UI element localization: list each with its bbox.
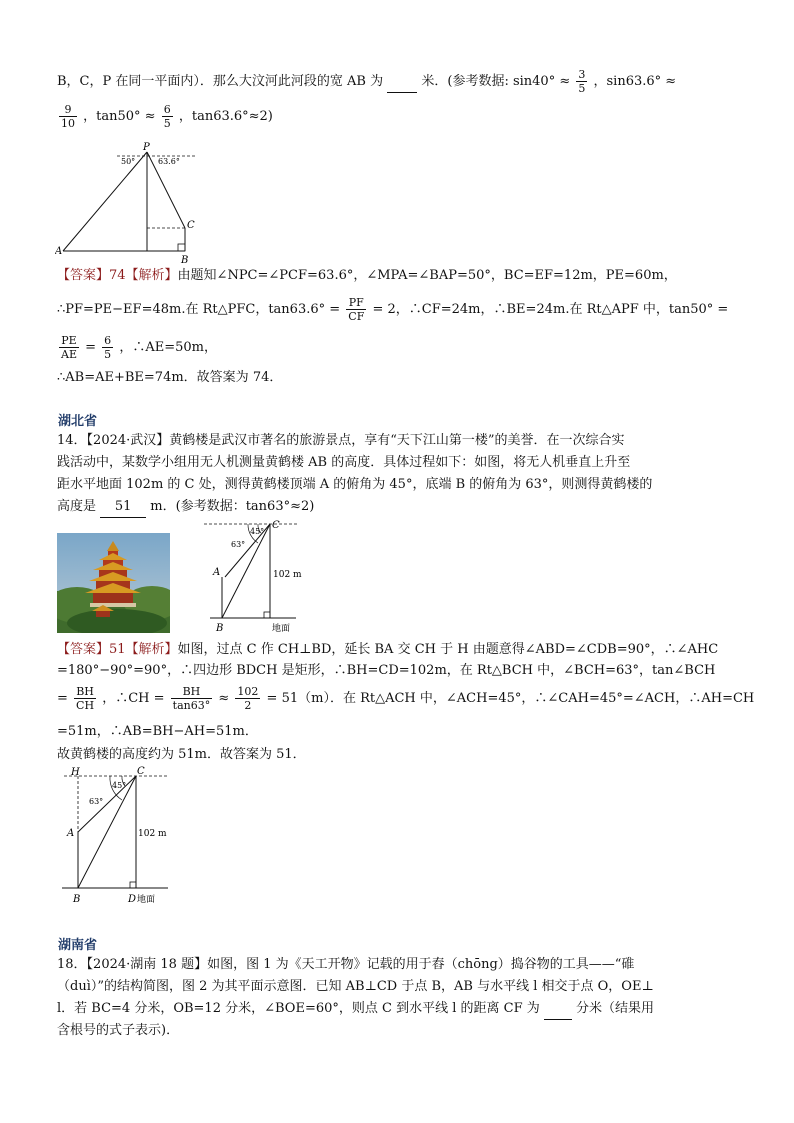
q13-text-d: ，tan50° ≈ <box>83 109 156 124</box>
q14-figure <box>200 519 305 637</box>
q18-text-line4: 含根号的式子表示)． <box>57 1023 180 1038</box>
q14-text-line2: 践活动中，某数学小组用无人机测量黄鹤楼 AB 的高度．具体过程如下：如图，将无人机垂直上升至 <box>57 455 631 470</box>
six-fifths-fraction: $\frac{6}{5}$ <box>104 334 112 361</box>
q14-text-4a: 高度是 <box>57 499 97 514</box>
q14-solution-line2: =180°−90°=90°，∴四边形 BDCH 是矩形，∴BH=CD=102m，在 Rt△BCH 中，∠BCH=63°，tan∠BCH <box>57 663 716 678</box>
q14-solution-line3 <box>57 685 755 712</box>
q14-solution-line5: 故黄鹤楼的高度约为 51m．故答案为 51． <box>57 747 306 762</box>
q13-answer-tag: 【答案】74【解析】 <box>57 268 178 283</box>
sin40-fraction: $\frac{3}{5}$ <box>578 68 586 95</box>
q14-answer-tag: 【答案】51【解析】 <box>57 642 178 657</box>
q13-solution-line2 <box>57 296 734 323</box>
q14-solution-line4: =51m，∴AB=BH−AH=51m． <box>57 724 258 739</box>
label-angle636: 63.6° <box>158 157 180 166</box>
section-heading-hubei: 湖北省 <box>58 414 98 429</box>
approx-sign: ≈ <box>218 691 230 706</box>
q13-solution-2a: ∴PF=PE−EF=48m.在 Rt△PFC，tan63.6° = <box>57 302 341 317</box>
label-ground: 地面 <box>272 624 291 634</box>
q13-solution-line3 <box>57 334 734 361</box>
q14-solution-3a: ，∴CH = <box>102 691 165 706</box>
q14-text-4b: m．(参考数据：tan63°≈2) <box>150 499 315 514</box>
label-B: B <box>181 255 189 265</box>
label-C: C <box>187 220 195 231</box>
label-P: P <box>143 142 150 153</box>
q14-text-line1: 14．【2024·武汉】黄鹤楼是武汉市著名的旅游景点，享有“天下江山第一楼”的美誉．在一次综合实 <box>57 433 625 448</box>
q13-solution-line4: ∴AB=AE+BE=74m．故答案为 74． <box>57 370 283 385</box>
q18-text-line1: 18．【2024·湖南 18 题】如图，图 1 为《天工开物》记载的用于舂（chōng）捣谷物的工具——“碓 <box>57 957 635 972</box>
q13-text-a: B，C，P 在同一平面内）．那么大汶河此河段的宽 AB 为 <box>57 74 384 89</box>
label-B: B <box>73 894 81 905</box>
pf-cf-fraction: $\frac{PF}{CF}$ <box>348 296 365 323</box>
bh-tan63-fraction: $\frac{BH}{\tan 63^\circ}$ <box>172 685 211 712</box>
tan50-fraction: $\frac{6}{5}$ <box>163 103 171 130</box>
q14-solution-1: 如图，过点 C 作 CH⊥BD，延长 BA 交 CH 于 H 由题意得∠ABD=∠CDB=90°，∴∠AHC <box>177 642 719 657</box>
q13-solution-3b: ，∴AE=50m， <box>119 340 217 355</box>
q14-text-line4 <box>57 497 734 518</box>
q13-text-line1 <box>57 68 734 95</box>
q14-solution-line1 <box>57 640 734 660</box>
label-B: B <box>216 623 224 634</box>
label-A: A <box>213 567 221 578</box>
pe-ae-fraction: $\frac{PE}{AE}$ <box>61 334 77 361</box>
q18-text-line2: （duì）”的结构简图，图 2 为其平面示意图．已知 AB⊥CD 于点 B，AB 与水平线 l 相交于点 O，OE⊥ <box>57 979 654 994</box>
q13-figure <box>55 140 205 265</box>
q13-text-b: 米．(参考数据: sin40° ≈ <box>421 74 571 89</box>
q18-text-3a: l．若 BC=4 分米，OB=12 分米，∠BOE=60°，则点 C 到水平线 l 的距离 CF 为 <box>57 1001 540 1016</box>
label-angle63: 63° <box>89 797 104 806</box>
102-over-2-fraction: $\frac{102}{2}$ <box>237 685 259 712</box>
label-height: 102 m <box>138 829 167 839</box>
label-angle45: 45° <box>250 527 265 536</box>
q13-text-line2 <box>57 103 734 130</box>
section-heading-hunan: 湖南省 <box>58 938 98 953</box>
q18-text-line3 <box>57 999 734 1020</box>
sin636-fraction: $\frac{9}{10}$ <box>61 103 75 130</box>
label-angle45: 45° <box>112 781 127 790</box>
label-A: A <box>55 246 63 257</box>
label-A: A <box>67 828 75 839</box>
q18-text-3b: 分米（结果用 <box>576 1001 655 1016</box>
label-angle50: 50° <box>121 157 136 166</box>
q13-text-e: ，tan63.6°≈2) <box>178 109 273 124</box>
label-height: 102 m <box>273 570 302 580</box>
q13-solution-line1 <box>57 266 734 286</box>
label-ground: 地面 <box>137 895 156 905</box>
q14-solution-3b: = 51（m）．在 Rt△ACH 中，∠ACH=45°，∴∠CAH=45°=∠ACH，∴AH=CH <box>266 691 755 706</box>
eq-sign: = <box>57 691 68 706</box>
label-D: D <box>128 894 137 905</box>
q13-solution-2b: = 2，∴CF=24m，∴BE=24m.在 Rt△APF 中，tan50° = <box>372 302 729 317</box>
q13-solution-3a: = <box>85 340 97 355</box>
q13-solution-1: 由题知∠NPC=∠PCF=63.6°，∠MPA=∠BAP=50°，BC=EF=12m，PE=60m， <box>177 268 677 283</box>
q14-solution-figure <box>58 764 173 909</box>
label-H: H <box>71 767 80 778</box>
label-C: C <box>272 520 280 531</box>
q18-answer-blank <box>544 999 572 1020</box>
label-angle63: 63° <box>231 540 246 549</box>
q14-answer-blank: 51 <box>100 497 146 518</box>
label-C: C <box>137 766 145 777</box>
bh-ch-fraction: $\frac{BH}{CH}$ <box>76 685 95 712</box>
q13-answer-blank <box>387 72 417 93</box>
yellow-crane-tower-photo <box>57 533 170 633</box>
q13-text-c: ，sin63.6° ≈ <box>593 74 677 89</box>
q14-text-line3: 距水平地面 102m 的 C 处，测得黄鹤楼顶端 A 的俯角为 45°，底端 B 的俯角为 63°，则测得黄鹤楼的 <box>57 477 653 492</box>
